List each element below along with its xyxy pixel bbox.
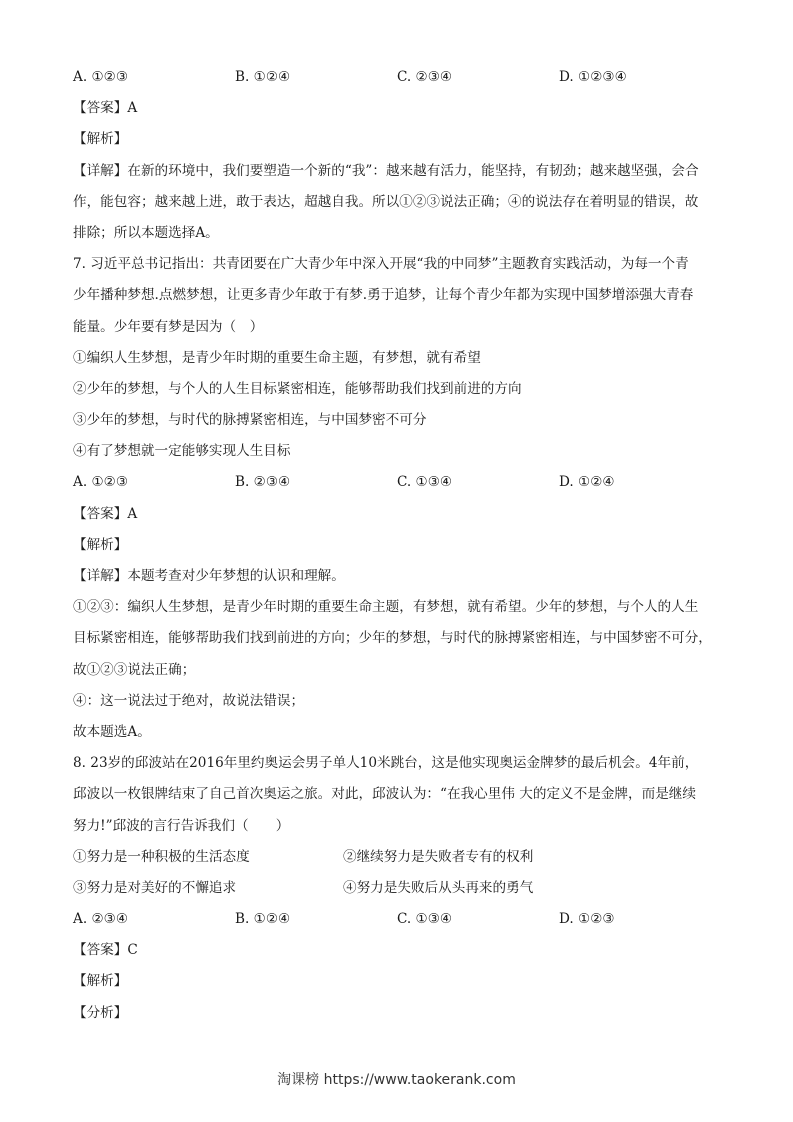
q7-detail-line: ①②③：编织人生梦想，是青少年时期的重要生命主题，有梦想，就有希望。少年的梦想，与个人的人生 [73,599,699,616]
q7-stem-line: 少年播种梦想.点燃梦想，让更多青少年敢于有梦.勇于追梦，让每个青少年都为实现中国梦增添强大青春 [73,287,694,304]
q8-option-c: C. ①③④ [397,911,453,928]
q6-options [73,62,729,93]
q6-detail-line: 排除；所以本题选择A。 [73,224,219,241]
q6-option-b: B. ①②④ [235,69,291,85]
q7-option-a: A. ①②③ [73,474,129,491]
q7-answer: 【答案】A [73,505,138,522]
q6-option-d: D. ①②③④ [559,69,627,85]
q7-detail-line: 故①②③说法正确； [73,661,196,678]
q8-items-row [73,873,729,904]
q7-item: ②少年的梦想，与个人的人生目标紧密相连，能够帮助我们找到前进的方向 [73,380,522,397]
q8-item: ④努力是失败后从头再来的勇气 [343,879,534,896]
q8-stem-line: 努力!”邱波的言行告诉我们（ ） [73,817,290,834]
q8-option-b: B. ①②④ [235,911,291,928]
q7-option-c: C. ①③④ [397,474,453,491]
q7-item: ④有了梦想就一定能够实现人生目标 [73,443,291,460]
q7-analysis-heading: 【解析】 [73,536,128,553]
q7-stem-line: 能量。少年要有梦是因为（ ） [73,318,264,335]
document-page [73,62,729,1029]
q7-item: ①编织人生梦想，是青少年时期的重要生命主题，有梦想，就有希望 [73,349,481,366]
q6-answer: 【答案】A [73,100,138,117]
q7-detail-line: 【详解】本题考查对少年梦想的认识和理解。 [73,568,345,584]
q8-options [73,904,729,935]
q8-analysis-heading: 【解析】 [73,973,128,990]
q8-option-a: A. ②③④ [73,911,129,928]
q7-options [73,467,729,498]
q8-item: ②继续努力是失败者专有的权利 [343,848,534,865]
q8-fenxi-heading: 【分析】 [73,1004,128,1021]
q7-stem-line: 7. 习近平总书记指出：共青团要在广大青少年中深入开展“我的中同梦”主题教育实践活动，为每一个青 [73,256,689,273]
footer-watermark: 淘课榜 https://www.taokerank.com [277,1072,516,1088]
q8-items-row [73,842,729,873]
q7-detail-line: 故本题选A。 [73,723,151,740]
q8-item: ③努力是对美好的不懈追求 [73,879,237,896]
q6-analysis-heading: 【解析】 [73,131,128,148]
q8-item: ①努力是一种积极的生活态度 [73,848,250,865]
q7-option-b: B. ②③④ [235,474,291,491]
q6-detail-line: 【详解】在新的环境中，我们要塑造一个新的“我”：越来越有活力，能坚持，有韧劲；越来越坚强，会合 [73,162,699,179]
q6-option-a: A. ①②③ [73,69,129,85]
q7-detail-line: 目标紧密相连，能够帮助我们找到前进的方向；少年的梦想，与时代的脉搏紧密相连，与中国梦密不可分， [73,630,712,647]
q8-stem-line: 8. 23岁的邱波站在2016年里约奥运会男子单人10米跳台，这是他实现奥运金牌梦的最后机会。4年前， [73,755,699,772]
q7-item: ③少年的梦想，与时代的脉搏紧密相连，与中国梦密不可分 [73,412,427,429]
q8-stem-line: 邱波以一枚银牌结束了自己首次奥运之旅。对此，邱波认为：“在我心里伟 大的定义不是金牌，而是继续 [73,786,696,803]
q6-detail-line: 作，能包容；越来越上进，敢于表达，超越自我。所以①②③说法正确；④的说法存在着明显的错误，故 [73,193,699,210]
q7-detail-line: ④：这一说法过于绝对，故说法错误； [73,692,305,709]
q8-option-d: D. ①②③ [559,911,615,928]
q7-option-d: D. ①②④ [559,474,615,491]
q8-answer: 【答案】C [73,942,138,959]
q6-option-c: C. ②③④ [397,69,453,85]
